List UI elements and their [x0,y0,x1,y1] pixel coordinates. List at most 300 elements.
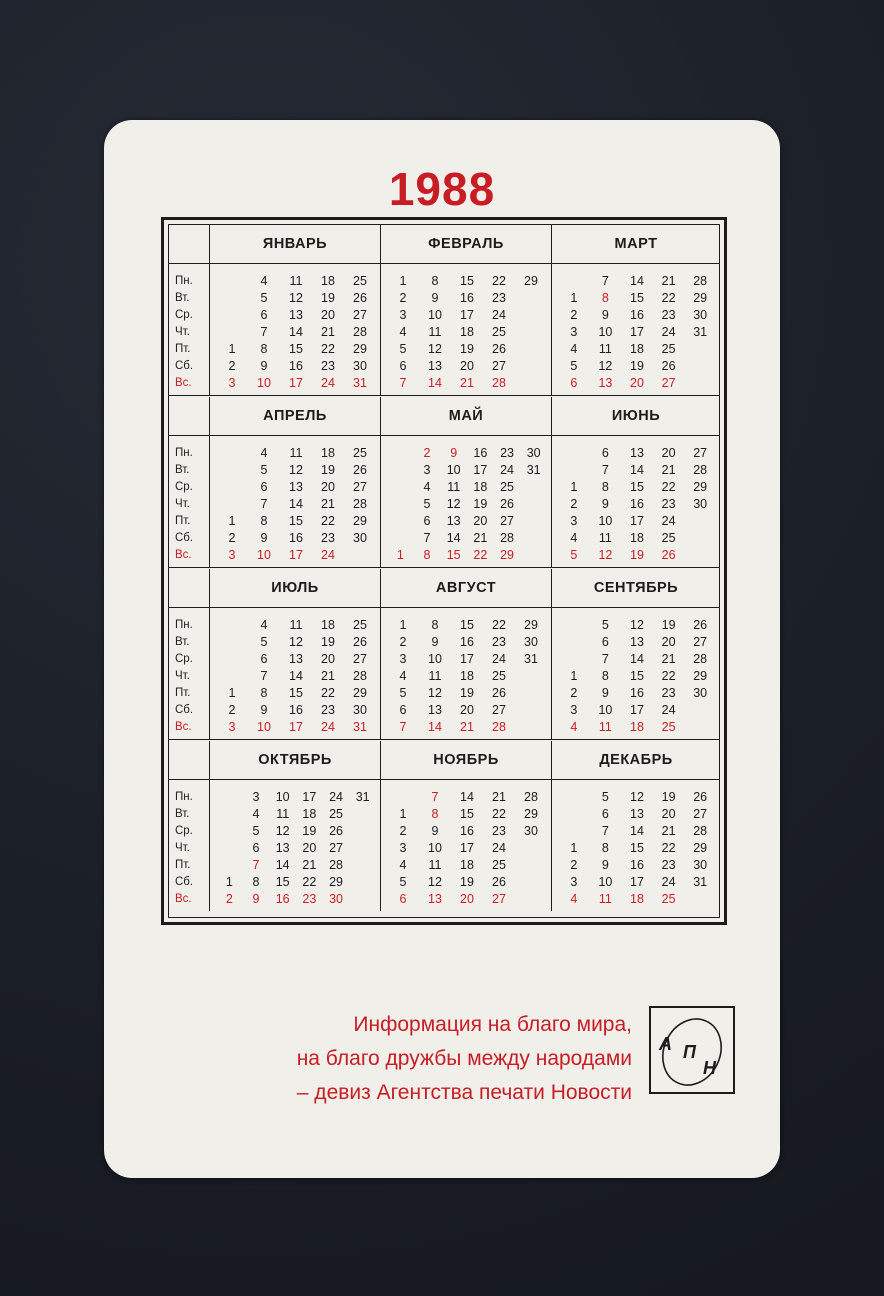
day-number: 4 [399,858,407,872]
day-number [684,375,716,392]
day-number: 8 [601,669,609,683]
day-number: 4 [260,618,268,632]
day-number [684,358,716,375]
day-number [558,651,590,668]
day-number: 5 [399,686,407,700]
day-number: 5 [570,359,578,373]
day-number: 14 [289,497,303,511]
day-number: 23 [661,308,676,322]
day-number: 4 [252,807,260,821]
day-number: 10 [598,514,613,528]
day-number: 14 [630,824,644,838]
day-number [558,634,590,651]
day-number: 31 [693,875,708,889]
day-number: 13 [428,359,442,373]
day-number: 20 [460,703,474,717]
day-number: 29 [500,548,514,562]
weekday-label: Вт. [175,292,190,304]
day-number: 22 [321,514,335,528]
day-number: 18 [630,892,644,906]
day-number: 19 [321,463,335,477]
weekday-label: Пт. [175,859,191,871]
day-number [520,513,547,530]
day-number: 16 [630,308,644,322]
day-number: 2 [225,892,233,906]
day-number: 28 [693,274,708,288]
day-number [558,445,590,462]
month-block [381,225,552,395]
day-number: 30 [524,635,538,649]
day-number: 30 [693,308,708,322]
day-number: 3 [252,790,260,804]
calendar-year: 1988 [388,163,496,215]
day-number: 8 [601,480,609,494]
day-number: 18 [630,531,644,545]
day-number: 16 [473,446,488,460]
day-number: 24 [492,652,506,666]
day-number: 4 [399,325,407,339]
weekday-label: Ср. [175,653,193,665]
day-number: 7 [252,858,260,872]
day-number [684,702,716,719]
day-number: 23 [321,359,335,373]
day-number: 2 [399,291,407,305]
day-number: 14 [630,463,644,477]
day-number: 7 [399,720,407,734]
day-number [216,496,248,513]
day-number: 16 [289,359,303,373]
motto-line-3: – девиз Агентства печати Новости [296,1081,632,1104]
day-number: 28 [693,463,708,477]
day-number: 23 [492,291,506,305]
day-number: 25 [661,720,676,734]
day-number [515,668,547,685]
day-number [216,462,248,479]
day-number: 26 [353,291,367,305]
day-number: 11 [598,342,612,356]
day-number: 14 [428,376,442,390]
motto-text [297,1008,632,1110]
day-number: 12 [446,497,461,511]
day-number [387,462,414,479]
quarter-row [169,397,719,568]
day-number [216,789,243,806]
day-number: 10 [428,652,442,666]
day-number: 10 [428,308,442,322]
day-number: 7 [260,669,268,683]
day-number [684,513,716,530]
day-number: 29 [524,618,538,632]
day-number: 14 [289,669,303,683]
day-number: 9 [431,635,439,649]
logo-letter-a: А [659,1034,672,1054]
day-number: 31 [526,463,541,477]
day-number: 19 [321,291,335,305]
day-number: 4 [423,480,431,494]
day-number: 13 [428,892,442,906]
day-number: 11 [428,325,442,339]
motto-line-1: Информация на благо мира, [353,1013,632,1036]
weekday-label: Сб. [175,704,194,716]
day-number: 9 [260,531,268,545]
day-number [684,547,716,564]
day-number [349,823,376,840]
day-number: 14 [275,858,290,872]
day-number: 24 [500,463,514,477]
day-number: 12 [428,875,442,889]
day-number: 13 [428,703,442,717]
day-number: 23 [492,635,506,649]
day-number: 26 [353,463,367,477]
day-number: 6 [399,703,407,717]
day-number: 6 [260,480,268,494]
day-number: 30 [524,824,538,838]
weekday-label: Пн. [175,275,193,287]
day-number: 17 [630,703,644,717]
day-number: 5 [399,342,407,356]
day-number: 24 [492,308,506,322]
day-number: 3 [228,376,236,390]
day-number: 15 [630,841,644,855]
day-number: 24 [661,875,676,889]
day-number [520,496,547,513]
day-number: 25 [329,807,343,821]
day-number [515,857,547,874]
day-number: 21 [321,669,335,683]
day-number: 14 [446,531,461,545]
day-number: 8 [431,807,439,821]
day-number [349,806,376,823]
day-number: 30 [329,892,343,906]
day-number: 5 [260,635,268,649]
day-number [520,530,547,547]
day-number: 18 [321,446,335,460]
day-number: 22 [492,807,506,821]
day-number: 4 [570,720,578,734]
weekday-label: Пт. [175,515,191,527]
day-number: 17 [630,514,644,528]
day-number: 12 [275,824,290,838]
day-number: 3 [399,841,407,855]
day-number: 1 [399,274,407,288]
day-number: 22 [661,669,676,683]
day-number: 7 [431,790,439,804]
day-number: 10 [275,790,290,804]
day-number: 8 [260,686,268,700]
day-number: 15 [275,875,290,889]
day-number: 8 [601,291,609,305]
day-number: 5 [260,463,268,477]
calendar-grid [168,224,720,918]
day-number: 18 [473,480,488,494]
day-number: 5 [601,790,609,804]
day-number: 22 [321,686,335,700]
day-number: 9 [601,686,609,700]
day-number: 25 [353,618,367,632]
day-number: 18 [460,858,474,872]
day-number: 28 [693,652,708,666]
day-number: 1 [399,807,407,821]
day-number [216,290,248,307]
day-number: 21 [492,790,506,804]
day-number: 8 [252,875,260,889]
day-number: 3 [423,463,431,477]
day-number [558,617,590,634]
day-number: 14 [460,790,474,804]
day-number: 28 [492,376,506,390]
day-number: 21 [661,463,676,477]
day-number: 28 [353,669,367,683]
month-name: ФЕВРАЛЬ [381,225,551,264]
day-number: 24 [321,548,335,562]
weekday-label: Чт. [175,326,190,338]
day-number [216,617,248,634]
month-name: МАЙ [381,397,551,436]
day-number: 11 [598,531,612,545]
day-number: 6 [399,359,407,373]
pocket-calendar-card [104,120,780,1178]
day-number: 12 [428,686,442,700]
day-number: 23 [500,446,514,460]
day-number: 29 [693,841,708,855]
day-number [515,874,547,891]
day-number: 1 [228,686,236,700]
quarter-row [169,225,719,396]
day-number: 10 [257,720,271,734]
day-number: 4 [260,446,268,460]
weekday-label: Вс. [175,721,192,733]
day-number: 29 [693,669,708,683]
day-number: 21 [661,274,676,288]
day-number: 27 [492,359,506,373]
day-number: 25 [492,325,506,339]
day-number: 8 [260,514,268,528]
day-number: 30 [693,686,708,700]
day-number: 28 [353,497,367,511]
day-number: 2 [228,703,236,717]
day-number: 19 [661,790,676,804]
month-block [552,569,720,739]
day-number [515,719,547,736]
day-number: 20 [661,635,676,649]
day-number: 19 [630,359,644,373]
day-number [520,479,547,496]
day-number: 27 [492,703,506,717]
month-block [210,569,381,739]
weekday-label: Чт. [175,670,190,682]
day-number [684,341,716,358]
day-number [387,513,414,530]
day-number: 1 [225,875,233,889]
day-number: 7 [260,497,268,511]
month-name: АВГУСТ [381,569,551,608]
weekday-label: Вт. [175,636,190,648]
month-block [210,225,381,395]
day-number: 19 [630,548,644,562]
month-block [210,741,381,911]
day-number [515,307,547,324]
day-number [216,651,248,668]
day-number [515,324,547,341]
day-number: 11 [598,892,612,906]
day-number: 12 [630,618,644,632]
day-number: 15 [630,291,644,305]
day-number: 11 [447,480,461,494]
day-number: 26 [661,548,676,562]
weekday-label: Пн. [175,791,193,803]
day-number: 28 [329,858,343,872]
day-number: 10 [598,325,613,339]
day-number: 20 [630,376,644,390]
day-number: 2 [399,824,407,838]
day-number: 8 [431,618,439,632]
day-number: 11 [289,274,303,288]
weekday-label: Пн. [175,447,193,459]
day-number: 13 [289,652,303,666]
day-number: 16 [460,291,474,305]
day-number: 13 [446,514,461,528]
day-number: 17 [289,720,303,734]
day-number [387,445,414,462]
day-number: 30 [693,497,708,511]
day-number: 10 [598,875,613,889]
day-number: 22 [492,274,506,288]
quarter-row [169,569,719,740]
month-block [381,741,552,911]
day-number: 3 [399,308,407,322]
day-number: 21 [473,531,488,545]
day-number: 22 [661,291,676,305]
day-number: 13 [275,841,290,855]
day-number: 28 [353,325,367,339]
day-number: 16 [630,858,644,872]
day-number: 22 [661,841,676,855]
weekday-label: Сб. [175,360,194,372]
day-number: 31 [353,720,367,734]
day-number: 15 [460,807,474,821]
day-number: 20 [321,480,335,494]
day-number: 29 [693,480,708,494]
day-number: 5 [252,824,260,838]
day-number: 18 [321,618,335,632]
day-number: 17 [289,376,303,390]
day-number: 6 [260,308,268,322]
day-number: 4 [570,342,578,356]
day-number: 10 [428,841,442,855]
month-name: МАРТ [552,225,720,264]
day-number: 19 [302,824,317,838]
day-number: 20 [661,807,676,821]
weekday-column [169,397,210,567]
weekday-label: Пт. [175,687,191,699]
day-number: 10 [257,548,271,562]
day-number: 29 [353,514,367,528]
day-number: 5 [399,875,407,889]
weekday-label: Вс. [175,377,192,389]
day-number: 12 [289,291,303,305]
day-number: 6 [601,635,609,649]
day-number: 27 [329,841,343,855]
day-number: 18 [630,720,644,734]
day-number: 9 [601,497,609,511]
day-number: 7 [601,463,609,477]
day-number: 19 [473,497,488,511]
day-number: 30 [526,446,541,460]
day-number: 20 [321,652,335,666]
day-number: 1 [570,291,578,305]
weekday-column [169,225,210,395]
day-number: 2 [570,308,578,322]
day-number: 9 [431,291,439,305]
day-number: 29 [353,342,367,356]
day-number [558,806,590,823]
day-number: 9 [260,359,268,373]
weekday-label: Вс. [175,549,192,561]
day-number: 17 [460,652,474,666]
day-number: 15 [289,686,303,700]
day-number: 20 [460,892,474,906]
day-number: 25 [492,669,506,683]
day-number [520,547,547,564]
logo-letter-n: Н [703,1058,716,1078]
weekday-label: Вс. [175,893,192,905]
day-number: 5 [260,291,268,305]
day-number: 18 [460,325,474,339]
quarter-row [169,741,719,911]
day-number: 12 [598,548,613,562]
day-number [349,840,376,857]
apn-logo-icon [651,1008,733,1092]
day-number: 16 [289,703,303,717]
day-number: 5 [601,618,609,632]
day-number: 13 [289,308,303,322]
day-number: 26 [693,618,708,632]
month-name: ИЮЛЬ [210,569,380,608]
day-number: 20 [661,446,676,460]
day-number [216,634,248,651]
day-number: 2 [423,446,431,460]
day-number [216,324,248,341]
month-block [552,397,720,567]
day-number: 23 [661,497,676,511]
day-number [515,341,547,358]
day-number: 21 [460,376,474,390]
day-number: 7 [601,652,609,666]
day-number: 3 [570,514,578,528]
day-number [349,874,376,891]
month-block [552,741,720,911]
day-number [558,462,590,479]
day-number: 25 [492,858,506,872]
day-number: 22 [321,342,335,356]
day-number [515,358,547,375]
day-number: 26 [329,824,343,838]
day-number: 19 [460,875,474,889]
calendar-frame [161,217,727,925]
day-number: 31 [524,652,538,666]
day-number [216,823,243,840]
day-number: 27 [353,652,367,666]
day-number: 17 [630,325,644,339]
day-number: 7 [423,531,431,545]
day-number: 27 [500,514,514,528]
day-number: 9 [252,892,260,906]
day-number: 13 [630,807,644,821]
day-number: 16 [460,824,474,838]
day-number: 22 [302,875,317,889]
day-number [515,685,547,702]
day-number: 29 [353,686,367,700]
